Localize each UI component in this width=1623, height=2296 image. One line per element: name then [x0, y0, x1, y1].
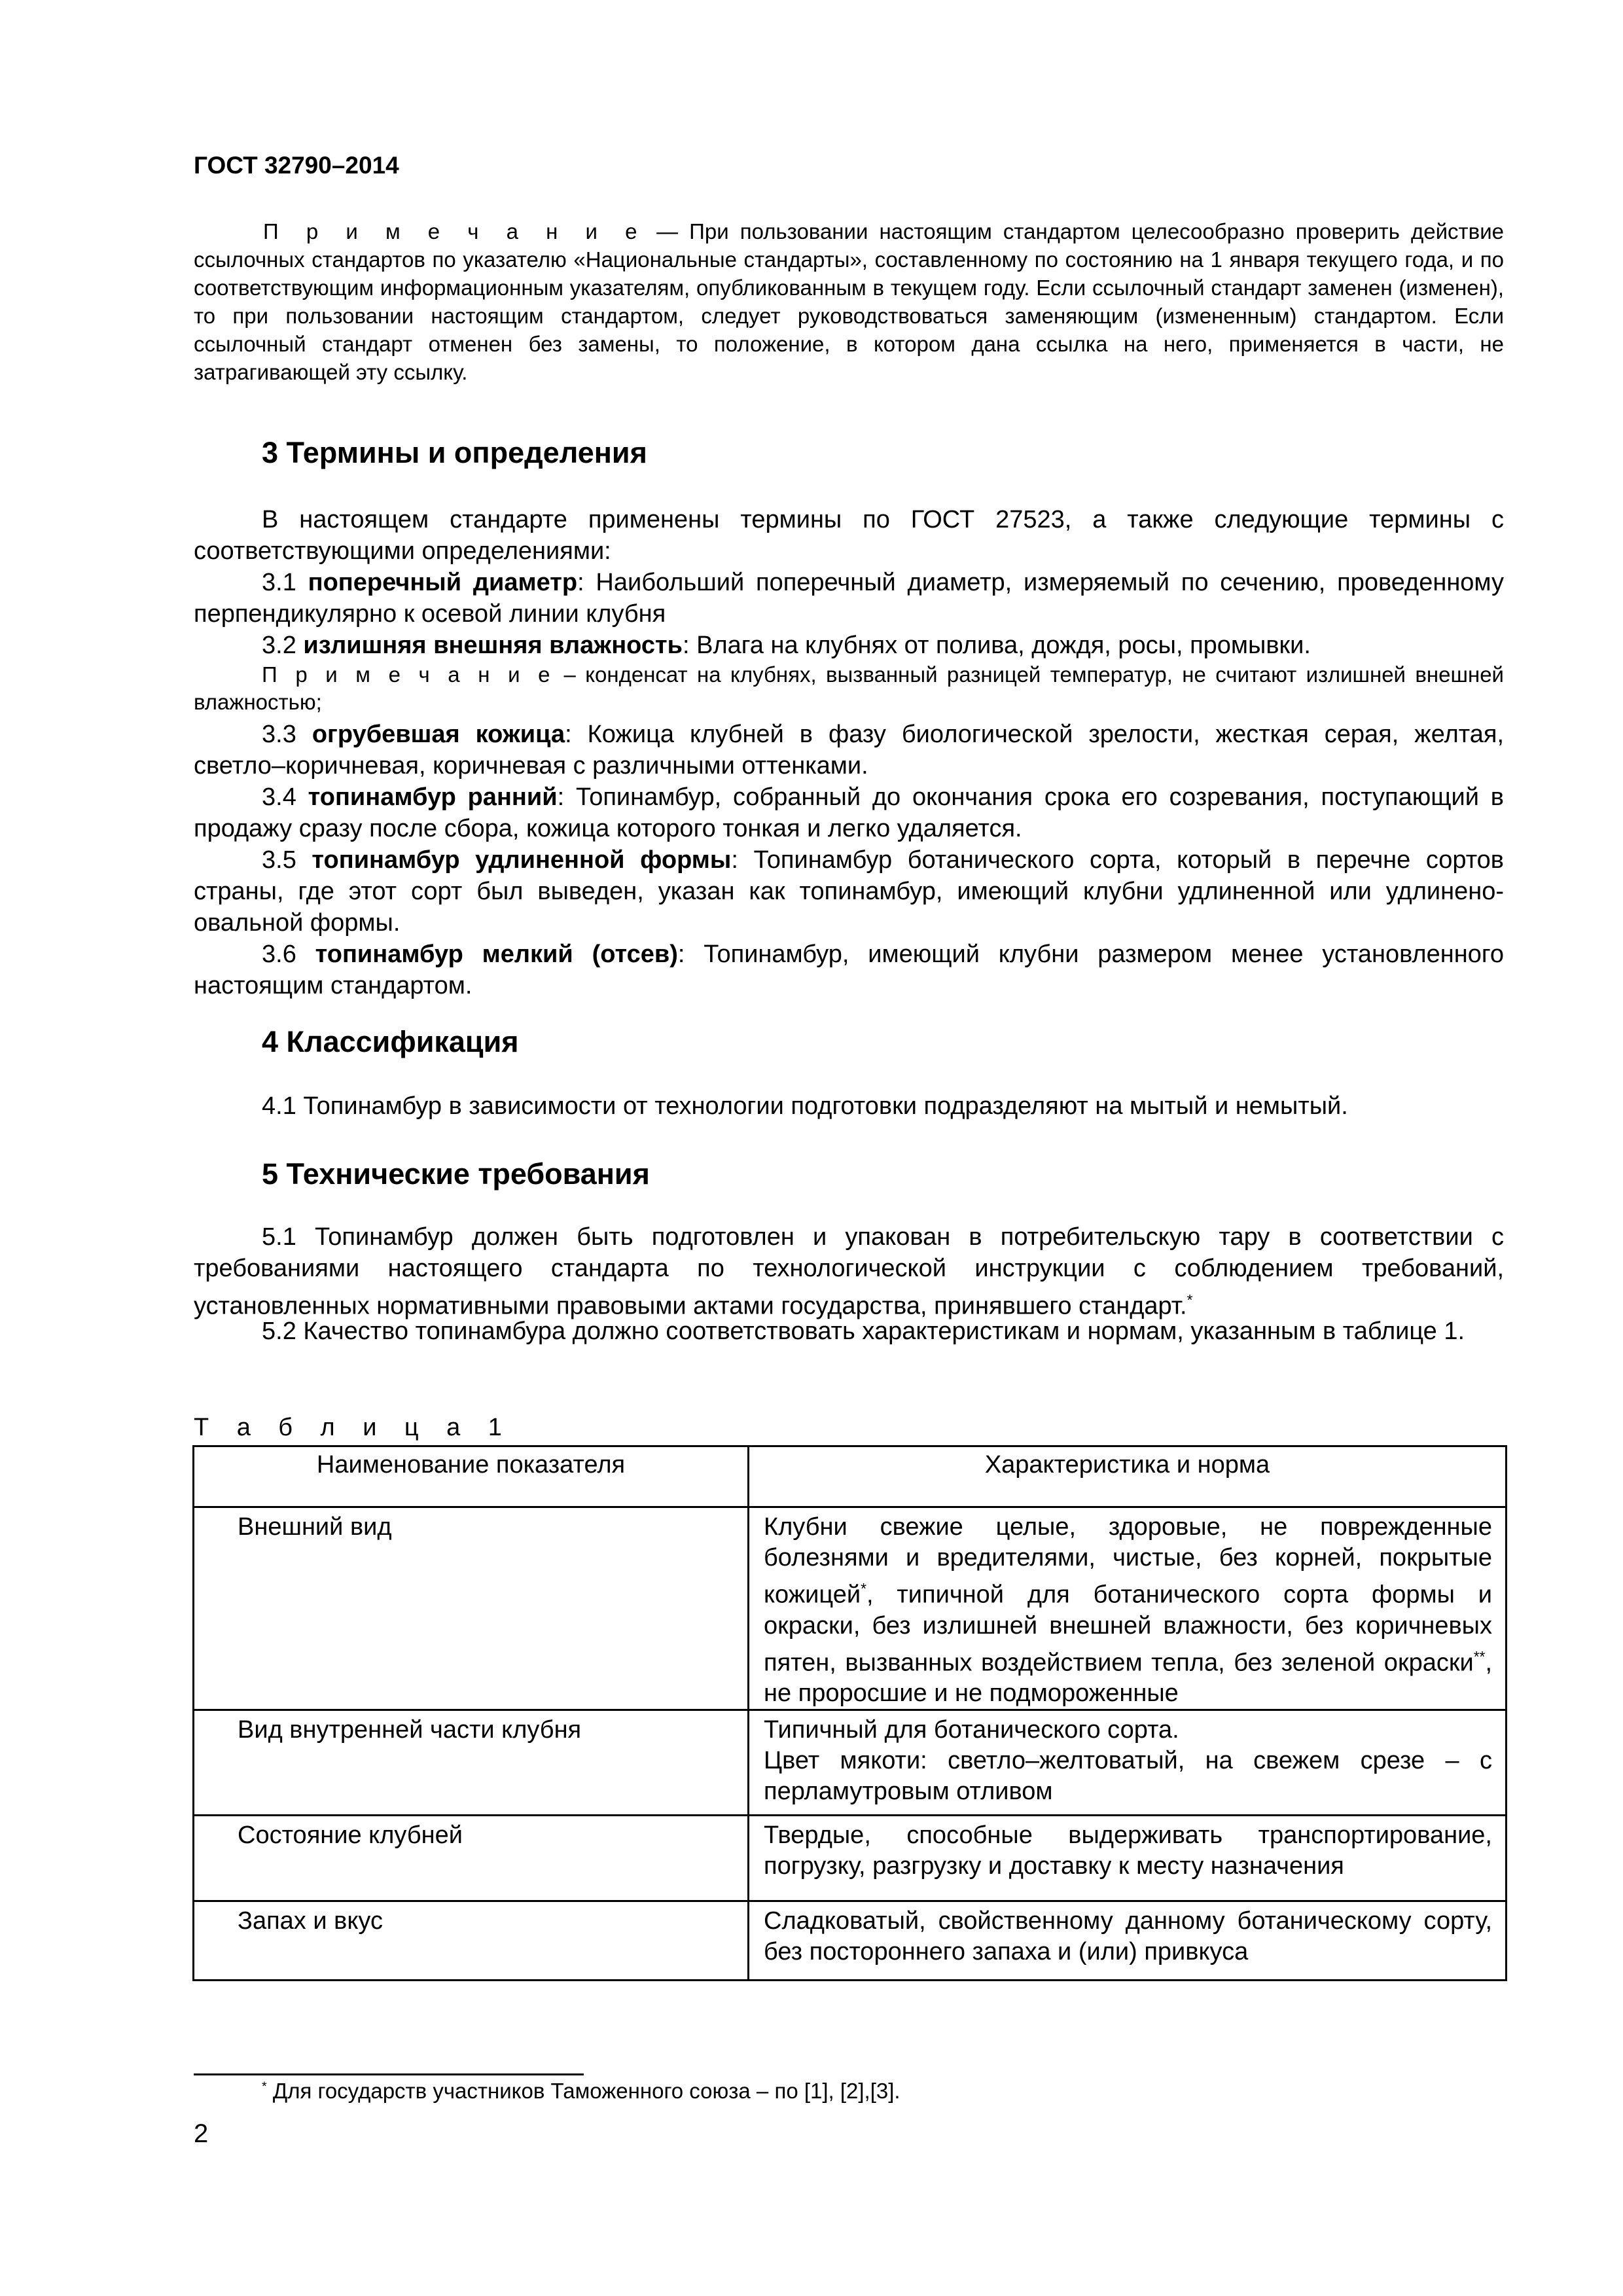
term-number: 3.2	[262, 632, 304, 659]
value-text: , типичной для ботанического сорта формы и окраски, без излишней внешней влажности, без коричневых пятен, вызванных воздействием тепла, без зеленой окраски	[764, 1581, 1492, 1677]
section-3-title: 3 Термины и определения	[262, 436, 647, 469]
footnote-mark: *	[1186, 1291, 1193, 1308]
footnote	[262, 2079, 901, 2104]
section-5-title: 5 Технические требования	[262, 1157, 650, 1191]
document-header: ГОСТ 32790–2014	[194, 152, 399, 179]
term-definition: : Кожица клубней в фазу биологической зрелости, жесткая серая, желтая, светло–коричневая, коричневая с различными оттенками.	[194, 721, 1505, 780]
term-number: 3.3	[262, 721, 312, 748]
section-3-intro: В настоящем стандарте применены термины по ГОСТ 27523, а также следующие термины с соответствующими определениями:	[194, 506, 1504, 565]
quality-table	[192, 1445, 1507, 1981]
note-text: — При пользовании настоящим стандартом целесообразно проверить действие ссылочных стандартов по указателю «Национальные стандарты», составленному по состоянию на 1 января текущего года, и по соответствующим информационным указателям, опубликованным в текущем году. Если ссылочный стандарт заменен (изменен), то при пользовании настоящим стандартом, следует руководствоваться заменяющим (измененным) стандартом. Если ссылочный стандарт отменен без замены, то положение, в котором дана ссылка на него, применяется в части, не затрагивающей эту ссылку.	[194, 219, 1504, 384]
term-definition: : Наибольший поперечный диаметр, измеряемый по сечению, проведенному перпендикулярно к осевой линии клубня	[194, 569, 1504, 628]
row-name: Вид внутренней части клубня	[194, 1710, 749, 1816]
term-definition: : Топинамбур, имеющий клубни размером менее установленного настоящим стандартом.	[194, 941, 1504, 999]
term-number: 3.4	[262, 783, 308, 811]
row-name: Внешний вид	[194, 1507, 749, 1710]
section-4-title: 4 Классификация	[262, 1025, 519, 1058]
term-3-2-note	[194, 661, 1504, 716]
footnote-mark: *	[861, 1580, 866, 1597]
footnote-mark: **	[1473, 1647, 1486, 1665]
term-name: топинамбур ранний	[308, 783, 558, 811]
table-row	[194, 1901, 1507, 1981]
row-value: Сладковатый, свойственному данному ботаническому сорту, без постороннего запаха и (или) привкуса	[749, 1901, 1507, 1981]
term-3-4	[194, 781, 1504, 844]
value-line: Цвет мякоти: светло–желтоватый, на свежем срезе – с перламутровым отливом	[764, 1747, 1492, 1806]
row-value: Твердые, способные выдерживать транспортирование, погрузку, разгрузку и доставку к месту назначения	[749, 1816, 1507, 1901]
note-label: П р и м е ч а н и е	[262, 662, 555, 687]
table-row	[194, 1816, 1507, 1901]
value-line: Типичный для ботанического сорта.	[764, 1716, 1179, 1744]
term-name: топинамбур мелкий (отсев)	[315, 941, 678, 968]
term-definition: : Топинамбур, собранный до окончания срока его созревания, поступающий в продажу сразу после сбора, кожица которого тонкая и легко удаляется.	[194, 783, 1504, 842]
term-name: поперечный диаметр	[308, 569, 578, 596]
note-paragraph	[194, 217, 1504, 386]
row-name: Запах и вкус	[194, 1901, 749, 1981]
term-3-2	[194, 630, 1504, 661]
note-label: П р и м е ч а н и е	[263, 219, 646, 243]
term-3-5	[194, 844, 1504, 939]
paragraph-5-1	[194, 1221, 1504, 1322]
term-3-1	[194, 567, 1504, 630]
table-caption: Т а б л и ц а 1	[194, 1414, 512, 1441]
footnote-divider	[194, 2073, 584, 2075]
term-definition: : Топинамбур ботанического сорта, который в перечне сортов страны, где этот сорт был выведен, указан как топинамбур, имеющий клубни удлиненной или удлинено-овальной формы.	[194, 846, 1504, 937]
term-name: топинамбур удлиненной формы	[312, 846, 732, 874]
term-3-6	[194, 939, 1504, 1001]
column-header-value: Характеристика и норма	[749, 1446, 1507, 1507]
value-text: Клубни свежие целые, здоровые, не поврежденные болезнями и вредителями, чистые, без корней, покрытые кожицей	[764, 1513, 1492, 1609]
term-number: 3.6	[262, 941, 315, 968]
term-definition: : Влага на клубнях от полива, дождя, росы, промывки.	[682, 632, 1311, 659]
term-name: излишняя внешняя влажность	[303, 632, 683, 659]
row-value	[749, 1710, 1507, 1816]
value-text: , не проросшие и не подмороженные	[764, 1649, 1492, 1708]
page-number: 2	[194, 2119, 209, 2148]
table-header-row	[194, 1446, 1507, 1507]
paragraph-4-1: 4.1 Топинамбур в зависимости от технологии подготовки подразделяют на мытый и немытый.	[262, 1092, 1348, 1120]
table-row	[194, 1507, 1507, 1710]
paragraph-text: 5.1 Топинамбур должен быть подготовлен и упакован в потребительскую тару в соответствии с требованиями настоящего стандарта по технологической инструкции с соблюдением требований, установленных нормативными правовыми актами государства, принявшего стандарт.	[194, 1223, 1504, 1320]
paragraph-5-2: 5.2 Качество топинамбура должно соответствовать характеристикам и нормам, указанным в таблице 1.	[262, 1318, 1465, 1345]
term-3-3	[194, 719, 1504, 781]
footnote-mark: *	[262, 2079, 267, 2094]
row-value	[749, 1507, 1507, 1710]
term-number: 3.5	[262, 846, 312, 874]
table-row	[194, 1710, 1507, 1816]
row-name: Состояние клубней	[194, 1816, 749, 1901]
footnote-text: Для государств участников Таможенного союза – по [1], [2],[3].	[266, 2079, 901, 2103]
note-text: – конденсат на клубнях, вызванный разницей температур, не считают излишней внешней влажностью;	[194, 662, 1504, 714]
term-name: огрубевшая кожица	[312, 721, 565, 748]
column-header-name: Наименование показателя	[194, 1446, 749, 1507]
term-number: 3.1	[262, 569, 308, 596]
